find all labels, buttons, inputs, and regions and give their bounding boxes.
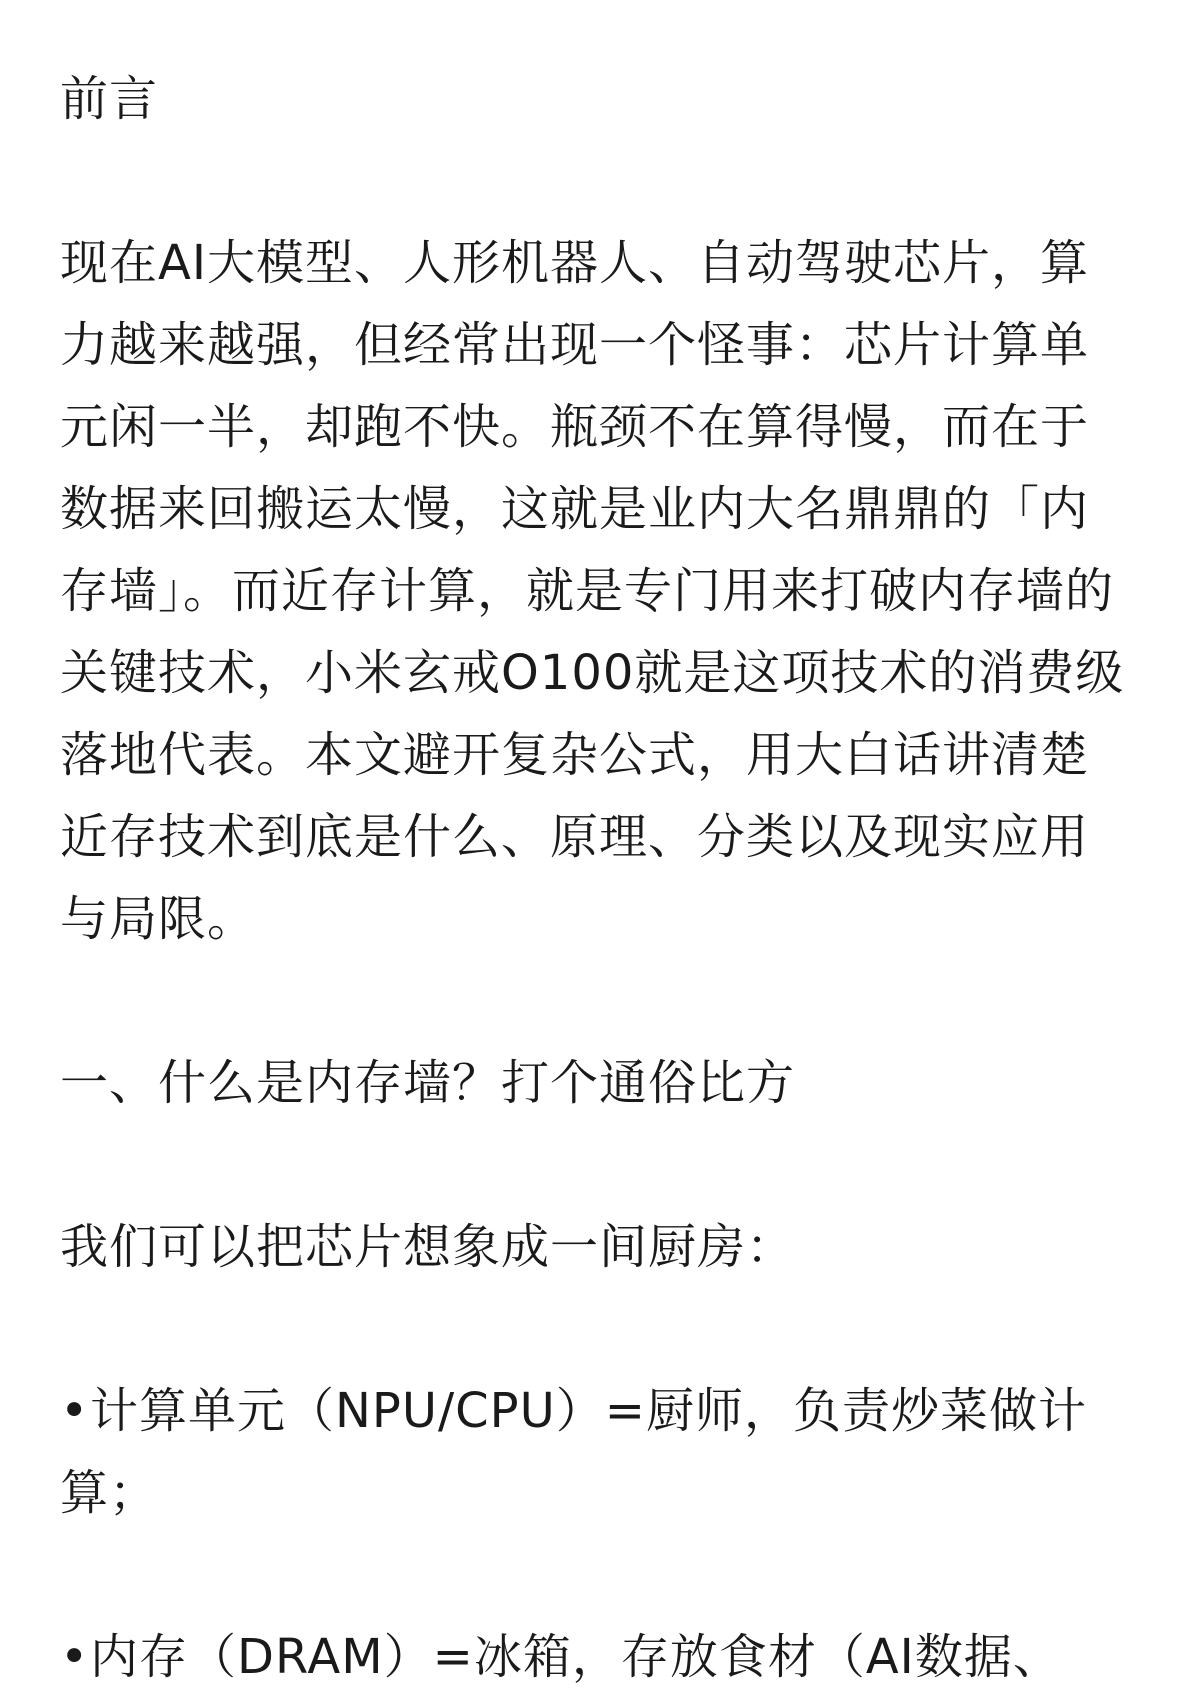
bullet-marker: • (60, 1629, 90, 1685)
list-item (60, 1370, 1125, 1534)
section-heading: 一、什么是内存墙？打个通俗比方 (60, 1055, 796, 1111)
list-item-text: 内存（DRAM）=冰箱，存放食材（AI数据、 (90, 1629, 1062, 1685)
list-item-text: 计算单元（NPU/CPU）=厨师，负责炒菜做计算； (60, 1383, 1087, 1521)
preface-heading: 前言 (60, 71, 159, 127)
analogy-lead: 我们可以把芯片想象成一间厨房： (60, 1219, 796, 1275)
list-item (60, 1616, 1125, 1698)
intro-paragraph: 现在AI大模型、人形机器人、自动驾驶芯片，算力越来越强，但经常出现一个怪事：芯片计算单元闲一半，却跑不快。瓶颈不在算得慢，而在于数据来回搬运太慢，这就是业内大名鼎鼎的「内存墙」。而近存计算，就是专门用来打破内存墙的关键技术，小米玄戒O100就是这项技术的消费级落地代表。本文避开复杂公式，用大白话讲清楚近存技术到底是什么、原理、分类以及现实应用与局限。 (60, 235, 1125, 947)
article-body (60, 58, 1125, 1698)
bullet-marker: • (60, 1383, 90, 1439)
